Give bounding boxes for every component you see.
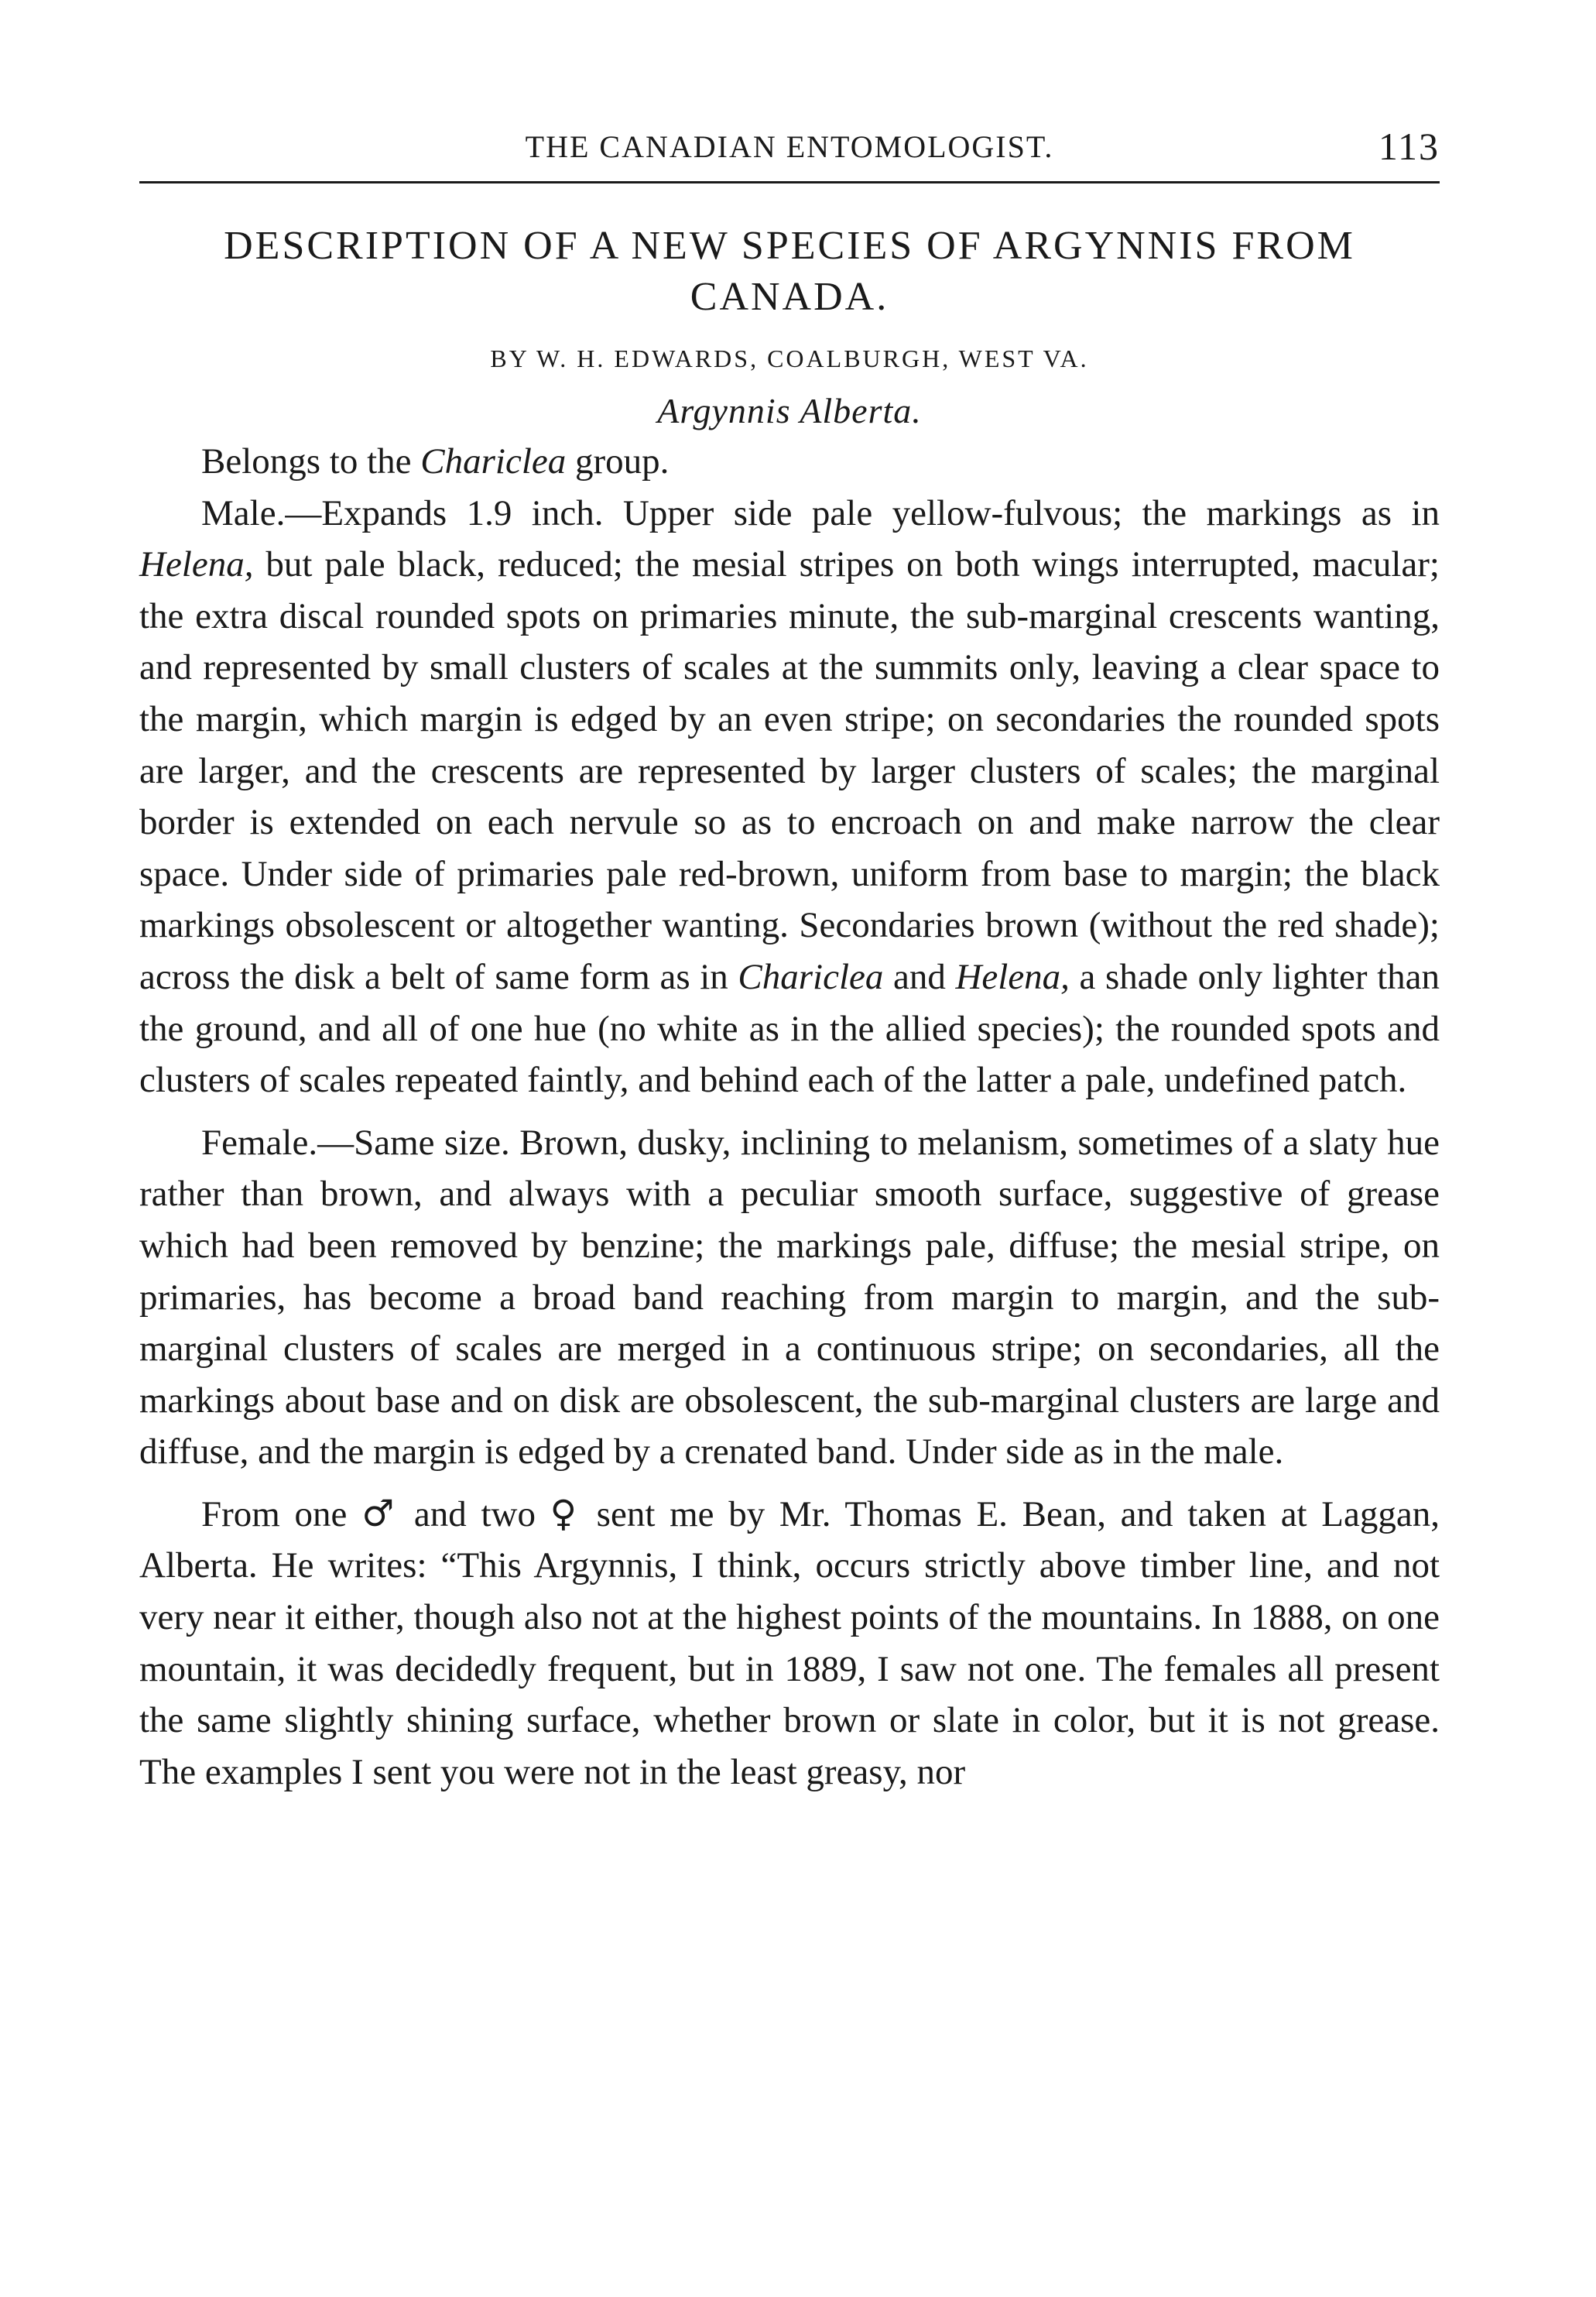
text-span: a shade only lighter than the ground, and all of one hue (no white as in the allied species); the rounded spots and clusters of scales repeated faintly, and behind each of the latter a pale, undefined patch. bbox=[139, 956, 1440, 1101]
journal-title: THE CANADIAN ENTOMOLOGIST. bbox=[525, 129, 1054, 164]
article-title: DESCRIPTION OF A NEW SPECIES OF ARGYNNIS FROM CANADA. bbox=[224, 224, 1355, 319]
text-span: Belongs to the bbox=[201, 441, 421, 482]
text-span: but pale black, reduced; the mesial stripes on both wings interrupted, macular; the extra discal rounded spots on primaries minute, the sub-marginal crescents wanting, and represented by small clusters of scales at the summits only, leaving a clear space to the margin, which margin is edged by an even stripe; on secondaries the rounded spots are larger, and the crescents are represented by larger clusters of scales; the marginal border is extended on each nervule so as to encroach on and make narrow the clear space. Under side of primaries pale red-brown, uniform from base to margin; the black markings obsolescent or altogether wanting. Secondaries brown (without the red shade); across the disk a belt of same form as in bbox=[139, 544, 1440, 997]
text-span: and two bbox=[399, 1493, 550, 1534]
female-symbol-icon: ♀ bbox=[550, 1492, 582, 1535]
paragraph-group bbox=[139, 436, 1440, 488]
text-span: From one bbox=[201, 1493, 362, 1534]
male-symbol-icon: ♂ bbox=[361, 1492, 400, 1535]
species-name: Argynnis Alberta. bbox=[657, 391, 922, 430]
text-span: Male.—Expands 1.9 inch. Upper side pale yellow-fulvous; the markings as in bbox=[201, 492, 1440, 533]
taxon-name: Helena, bbox=[955, 956, 1070, 997]
taxon-name: Chariclea bbox=[738, 956, 884, 997]
header-rule bbox=[139, 181, 1440, 183]
text-span: and bbox=[883, 956, 956, 997]
running-head bbox=[139, 124, 1440, 173]
taxon-name: Chariclea bbox=[420, 441, 567, 482]
text-span: group. bbox=[566, 441, 670, 482]
paragraph-male bbox=[139, 488, 1440, 1106]
paragraph-specimens bbox=[139, 1489, 1440, 1798]
byline: BY W. H. EDWARDS, COALBURGH, WEST VA. bbox=[490, 345, 1089, 372]
text-span: sent me by Mr. Thomas E. Bean, and taken at Laggan, Alberta. He writes: “This Argynnis, I think, occurs strictly above timber line, and not very near it either, though also not at the highest points of the mountains. In 1888, on one mountain, it was decidedly frequent, but in 1889, I saw not one. The females all present the same slightly shining surface, whether brown or slate in color, but it is not grease. The examples I sent you were not in the least greasy, nor bbox=[139, 1493, 1440, 1792]
document-page bbox=[139, 124, 1440, 1798]
page-number: 113 bbox=[1378, 125, 1440, 168]
paragraph-female: Female.—Same size. Brown, dusky, inclining to melanism, sometimes of a slaty hue rather than brown, and always with a peculiar smooth surface, suggestive of grease which had been removed by benzine; the markings pale, diffuse; the mesial stripe, on primaries, has become a broad band reaching from margin to margin, and the sub-marginal clusters of scales are merged in a continuous stripe; on secondaries, all the markings about base and on disk are obsolescent, the sub-marginal clusters are large and diffuse, and the margin is edged by a crenated band. Under side as in the male. bbox=[139, 1122, 1440, 1472]
taxon-name: Helena, bbox=[139, 544, 254, 585]
